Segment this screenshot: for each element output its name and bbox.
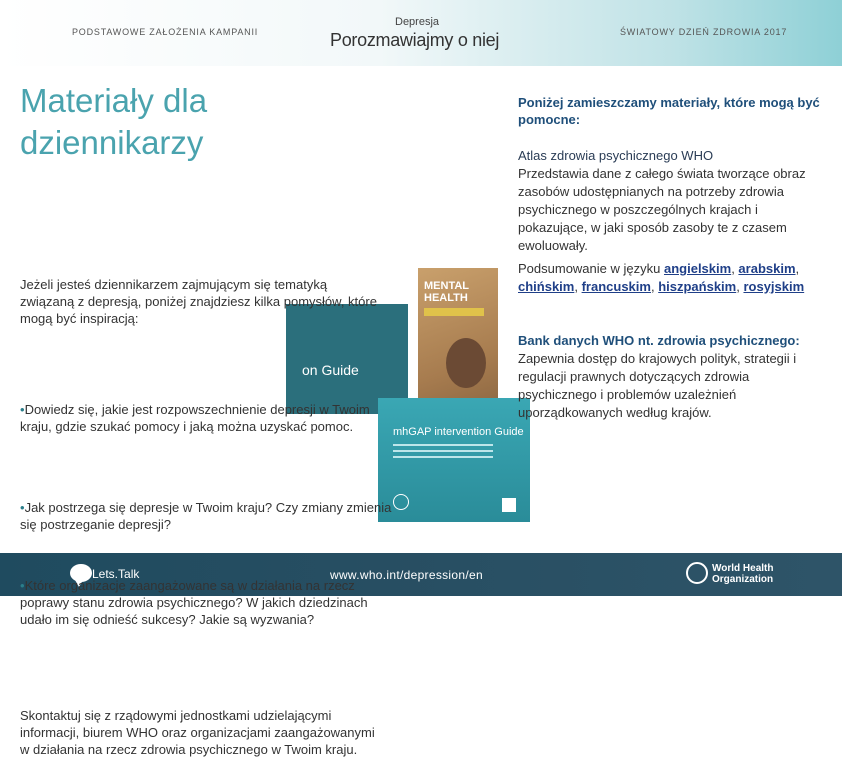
bullet-text: Dowiedz się, jakie jest rozpowszechnienie depresji w Twoim kraju, gdzie szukać pomocy i jaką można uzyskać pomoc. (20, 402, 370, 434)
lang-link-english[interactable]: angielskim (663, 261, 732, 276)
who-globe-icon (686, 562, 708, 584)
cover-line (393, 444, 493, 446)
lang-link-spanish[interactable]: hiszpańskim (658, 279, 737, 294)
intro-paragraph: Jeżeli jesteś dziennikarzem zajmującym się tematyką związaną z depresją, poniżej znajdziesz kilka pomysłów, które mogą być inspiracją: (20, 277, 377, 326)
atlas-cover-photo (446, 338, 486, 388)
header-subtitle: Depresja (395, 16, 440, 28)
atlas-description (518, 147, 828, 255)
mhgap-guide-cover (378, 398, 530, 522)
bullet-item (20, 401, 400, 435)
resources-lead: Poniżej zamieszczamy materiały, które mogą być pomocne: (518, 95, 820, 127)
bullet-icon: • (20, 578, 25, 593)
atlas-cover-title: MENTAL HEALTH (424, 280, 469, 304)
bullet-icon: • (20, 500, 25, 515)
event-label: ŚWIATOWY DZIEŃ ZDROWIA 2017 (620, 27, 788, 37)
mhgap-cover-title: mhGAP intervention Guide (393, 426, 524, 438)
data-bank-description (518, 332, 828, 422)
atlas-heading: Atlas zdrowia psychicznego WHO (518, 148, 714, 163)
lang-link-french[interactable]: francuskim (581, 279, 651, 294)
bullet-item (20, 577, 400, 628)
page-title: Materiały dla dziennikarzy (20, 82, 208, 161)
lang-link-russian[interactable]: rosyjskim (743, 279, 805, 294)
cover-line (393, 456, 493, 458)
lang-link-arabic[interactable]: arabskim (738, 261, 796, 276)
summary-languages: Podsumowanie w języku angielskim, arabskim, chińskim, francuskim, hiszpańskim, rosyjskim (518, 261, 805, 294)
who-line-1: World Health (712, 563, 774, 574)
cover-line (393, 450, 493, 452)
who-logo-text (712, 563, 773, 585)
data-bank-heading: Bank danych WHO nt. zdrowia psychicznego: (518, 333, 800, 348)
bullet-text: Które organizacje zaangażowane są w działania na rzecz poprawy stanu zdrowia psychicznego? W jakich dziedzinach udało im się odnieść sukcesy? Jakie są wyzwania? (20, 578, 368, 627)
partner-logo-icon (502, 498, 516, 512)
header-title: Porozmawiajmy o niej (330, 30, 500, 50)
atlas-cover-strip (424, 308, 484, 316)
guide-cover-title: on Guide (302, 362, 359, 378)
header-band (0, 0, 842, 66)
who-line-2: Organization (712, 574, 774, 585)
lets-talk-label: Lets.Talk (92, 567, 140, 581)
bullet-item (20, 499, 400, 533)
campaign-label: PODSTAWOWE ZAŁOŻENIA KAMPANII (72, 27, 259, 37)
summary-prefix: Podsumowanie w języku (518, 261, 661, 276)
contact-paragraph: Skontaktuj się z rządowymi jednostkami udzielającymi informacji, biurem WHO oraz organizacjami zaangażowanymi w działania na rzecz zdrowia psychicznego w Twoim kraju. (20, 708, 375, 757)
data-bank-body: Zapewnia dostęp do krajowych polityk, strategii i regulacji prawnych dotyczących zdrowia psychicznego i problemów uzależnień uporządkowanych według krajów. (518, 351, 797, 420)
atlas-body: Przedstawia dane z całego świata tworzące obraz zasobów udostępnianych na potrzeby zdrowia psychicznego w poszczególnych krajach i pokazujące, w jaki sposób zasoby te z czasem ewoluowały. (518, 166, 806, 253)
bullet-icon: • (20, 402, 25, 417)
lang-link-chinese[interactable]: chińskim (518, 279, 575, 294)
footer-url-link[interactable]: www.who.int/depression/en (330, 568, 483, 582)
bullet-text: Jak postrzega się depresje w Twoim kraju? Czy zmiany zmienia się postrzeganie depresji? (20, 500, 392, 532)
